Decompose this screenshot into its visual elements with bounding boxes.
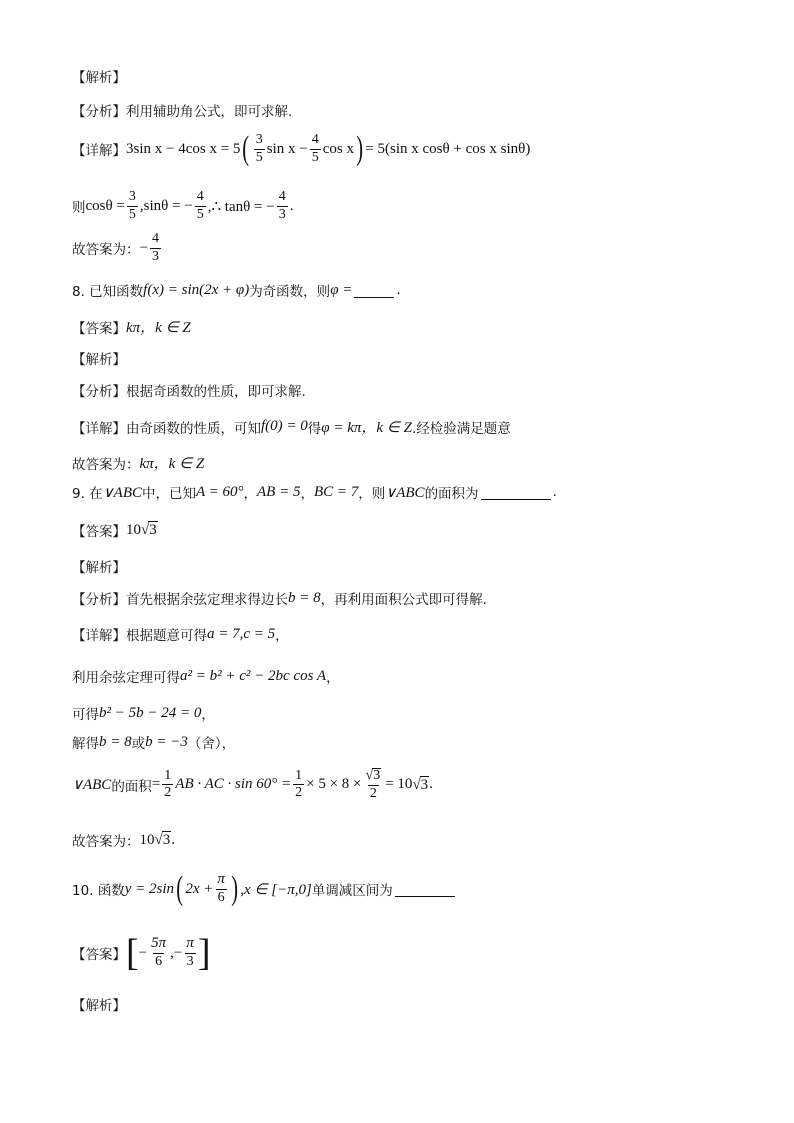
q8-fenxi-line	[72, 380, 306, 400]
q9-xj-b: a = 7,c = 5	[207, 625, 276, 642]
q9-stem-a: 9. 在	[72, 486, 103, 502]
q7-then-pre: 则	[72, 200, 86, 217]
q7-paren-open: (	[242, 130, 250, 167]
q10-daan-frac1: $\frac{5\pi}{6}$	[151, 935, 167, 970]
q9-daan-sqrt: √3	[141, 522, 157, 538]
q8-daan-text: kπ，k ∈ Z	[126, 320, 191, 336]
q9-area-frac3: $\frac{√3}{2}$	[365, 768, 381, 801]
q9-xiangjie-line	[72, 624, 289, 644]
q9-answer-pre: 故答案为：	[72, 834, 140, 850]
q10-stem-in: 2x +	[185, 880, 214, 897]
q7-xj-cos: cos x	[322, 140, 354, 157]
q7-then-frac1: $\frac{3}{5}$	[128, 189, 136, 222]
q8-answer-blank	[354, 283, 394, 298]
q8-xj-c: .经检验满足题意	[411, 420, 511, 437]
q8-stem-c: .	[396, 282, 401, 298]
q9-eq-line	[72, 703, 215, 723]
q8-xj-b: 得	[307, 420, 322, 437]
q7-then-cos: cosθ =	[85, 197, 125, 214]
q8-jiexi-line	[72, 348, 126, 368]
q9-cos-a: 利用余弦定理可得	[72, 670, 180, 686]
q8-xj-f: f(0) = 0	[261, 418, 308, 434]
q10-stem-line	[72, 872, 457, 906]
q9-answer-coef: 10	[139, 831, 155, 848]
q10-daan-tag: 【答案】	[72, 947, 126, 963]
q7-fenxi-text: 利用辅助角公式，即可求解.	[126, 104, 293, 120]
q9-fenxi-b: b = 8	[288, 589, 321, 606]
q8-xj-phi: φ = kπ，k ∈ Z	[321, 420, 412, 436]
q9-jiexi-label: 【解析】	[72, 560, 126, 576]
q10-daan-mid: ,−	[170, 944, 183, 961]
q9-answer-line	[72, 830, 175, 850]
q9-xj-a: 根据题意可得	[126, 628, 207, 644]
q10-stem-dom: ,x ∈ [−π,0]	[240, 881, 312, 898]
q9-answer-e: .	[171, 831, 175, 848]
q9-stem-line	[72, 482, 557, 502]
q9-area-line	[72, 768, 433, 801]
q10-paren-open: (	[176, 870, 184, 907]
q7-then-sin: ,sinθ = −	[139, 197, 193, 214]
q7-xj-sin: sin x −	[266, 140, 308, 157]
q8-answer-line	[72, 452, 204, 473]
q8-jiexi-label: 【解析】	[72, 352, 126, 368]
q7-then-line	[72, 190, 293, 222]
q9-area-b: AB · AC · sin 60° =	[175, 776, 292, 793]
q7-xj-rhs: = 5(sin x cosθ + cos x sinθ)	[365, 140, 531, 157]
q8-stem-line	[72, 280, 401, 300]
q9-sol-d: b = −3	[145, 733, 188, 750]
q9-stem-e: .	[552, 484, 557, 500]
q7-answer-frac: $\frac{4}{3}$	[151, 231, 159, 264]
q9-daan-coef: 10	[126, 521, 141, 538]
q7-xiangjie-line	[72, 132, 530, 166]
q10-bracket-close: ]	[197, 932, 211, 974]
q10-answer-blank	[395, 882, 455, 897]
q9-stem-tri: ∨ABC	[102, 484, 142, 501]
q9-area-c: × 5 × 8 ×	[306, 776, 362, 793]
q9-area-e: .	[429, 776, 433, 793]
q7-fenxi-tag: 【分析】	[72, 104, 126, 120]
q10-bracket-open: [	[126, 932, 139, 974]
q9-answer-blank	[481, 485, 551, 500]
q7-answer-line	[72, 232, 163, 264]
q9-eq-b: b² − 5b − 24 = 0	[99, 704, 202, 721]
q7-jiexi-label: 【解析】	[72, 70, 126, 86]
q9-stem-BC: BC = 7	[313, 483, 359, 500]
q9-sol-line	[72, 732, 235, 752]
q9-eq-c: ，	[201, 707, 215, 723]
q10-paren-close: )	[231, 870, 238, 907]
q9-fenxi-line	[72, 588, 487, 608]
q10-stem-b: 单调减区间为	[311, 883, 393, 899]
q8-xj-a: 由奇函数的性质，可知	[126, 420, 261, 437]
q9-stem-tri2: ∨ABC	[385, 484, 425, 501]
q9-stem-A: A = 60°	[195, 483, 244, 500]
q8-stem-b: 为奇函数，则	[249, 284, 331, 300]
q10-stem-y: y = 2sin	[124, 880, 175, 897]
q10-daan-neg1: −	[138, 944, 148, 961]
q9-stem-comma1: ，	[243, 486, 257, 502]
q9-stem-comma2: ，	[300, 486, 314, 502]
q7-xiangjie-tag: 【详解】	[72, 143, 126, 159]
q10-jiexi-label: 【解析】	[72, 998, 126, 1014]
q9-eq-a: 可得	[72, 707, 99, 723]
q10-stem-a: 10. 函数	[72, 883, 125, 899]
q8-daan-line	[72, 316, 191, 337]
q9-area-frac1: $\frac{1}{2}$	[164, 767, 172, 801]
q7-xj-lhs: 3sin x − 4cos x = 5	[126, 140, 241, 157]
q8-daan-tag: 【答案】	[72, 320, 126, 337]
q7-fenxi-line	[72, 100, 292, 120]
q9-area-tri: ∨ABC	[72, 777, 112, 794]
q9-area-a: 的面积	[111, 778, 152, 795]
q8-stem-phi: φ =	[330, 281, 353, 298]
q9-xj-c: ，	[275, 628, 289, 644]
q9-stem-c: ，则	[358, 486, 386, 502]
q9-sol-a: 解得	[72, 736, 99, 752]
q7-jiexi-line	[72, 66, 126, 86]
q9-answer-sqrt: √3	[154, 832, 171, 848]
q9-sol-e: （舍），	[187, 736, 236, 752]
q9-stem-d: 的面积为	[424, 486, 479, 502]
q7-xj-frac1: $\frac{3}{5}$	[255, 131, 263, 165]
q9-cos-c: ，	[326, 670, 340, 686]
q8-xiangjie-tag: 【详解】	[72, 420, 126, 437]
q7-then-frac3: $\frac{4}{3}$	[278, 189, 286, 222]
q7-xj-frac2: $\frac{4}{5}$	[311, 131, 319, 165]
q7-then-tan: ,∴ tanθ = −	[207, 198, 275, 215]
q10-stem-frac: $\frac{\pi}{6}$	[217, 871, 225, 906]
q9-area-eq: =	[151, 776, 161, 793]
q7-answer-neg: −	[139, 239, 148, 256]
q7-answer-pre: 故答案为：	[72, 242, 140, 259]
q9-cos-line	[72, 666, 340, 686]
q9-fenxi-tag: 【分析】	[72, 592, 126, 608]
q8-fenxi-tag: 【分析】	[72, 384, 126, 400]
q9-stem-AB: AB = 5	[257, 483, 301, 500]
q8-stem-f: f(x) = sin(2x + φ)	[143, 281, 250, 298]
q9-fenxi-c: ，再利用面积公式即可得解.	[320, 592, 487, 608]
q9-fenxi-a: 首先根据余弦定理求得边长	[126, 592, 288, 608]
q8-fenxi-text: 根据奇函数的性质，即可求解.	[126, 384, 306, 400]
q7-then-period: .	[289, 197, 294, 214]
q9-stem-b: 中，已知	[141, 486, 196, 502]
q8-answer-text: kπ，k ∈ Z	[139, 456, 205, 472]
q9-daan-line	[72, 520, 158, 540]
q7-then-frac2: $\frac{4}{5}$	[196, 189, 204, 222]
q9-area-sqrt: √3	[412, 776, 429, 793]
q10-daan-frac2: $\frac{\pi}{3}$	[186, 935, 194, 970]
q7-paren-close: )	[356, 130, 364, 167]
q9-area-frac2: $\frac{1}{2}$	[295, 767, 303, 801]
q9-sol-b: b = 8	[99, 733, 132, 750]
q9-xiangjie-tag: 【详解】	[72, 628, 126, 644]
q8-xiangjie-line	[72, 416, 511, 437]
q10-jiexi-line	[72, 994, 126, 1014]
q9-cos-b: a² = b² + c² − 2bc cos A	[180, 667, 327, 684]
q10-daan-line	[72, 934, 211, 972]
q9-area-d: = 10	[385, 776, 413, 793]
q8-answer-pre: 故答案为：	[72, 456, 140, 473]
q8-stem-a: 8. 已知函数	[72, 284, 144, 300]
q9-jiexi-line	[72, 556, 126, 576]
q9-sol-c: 或	[131, 736, 146, 752]
q9-daan-tag: 【答案】	[72, 524, 126, 540]
